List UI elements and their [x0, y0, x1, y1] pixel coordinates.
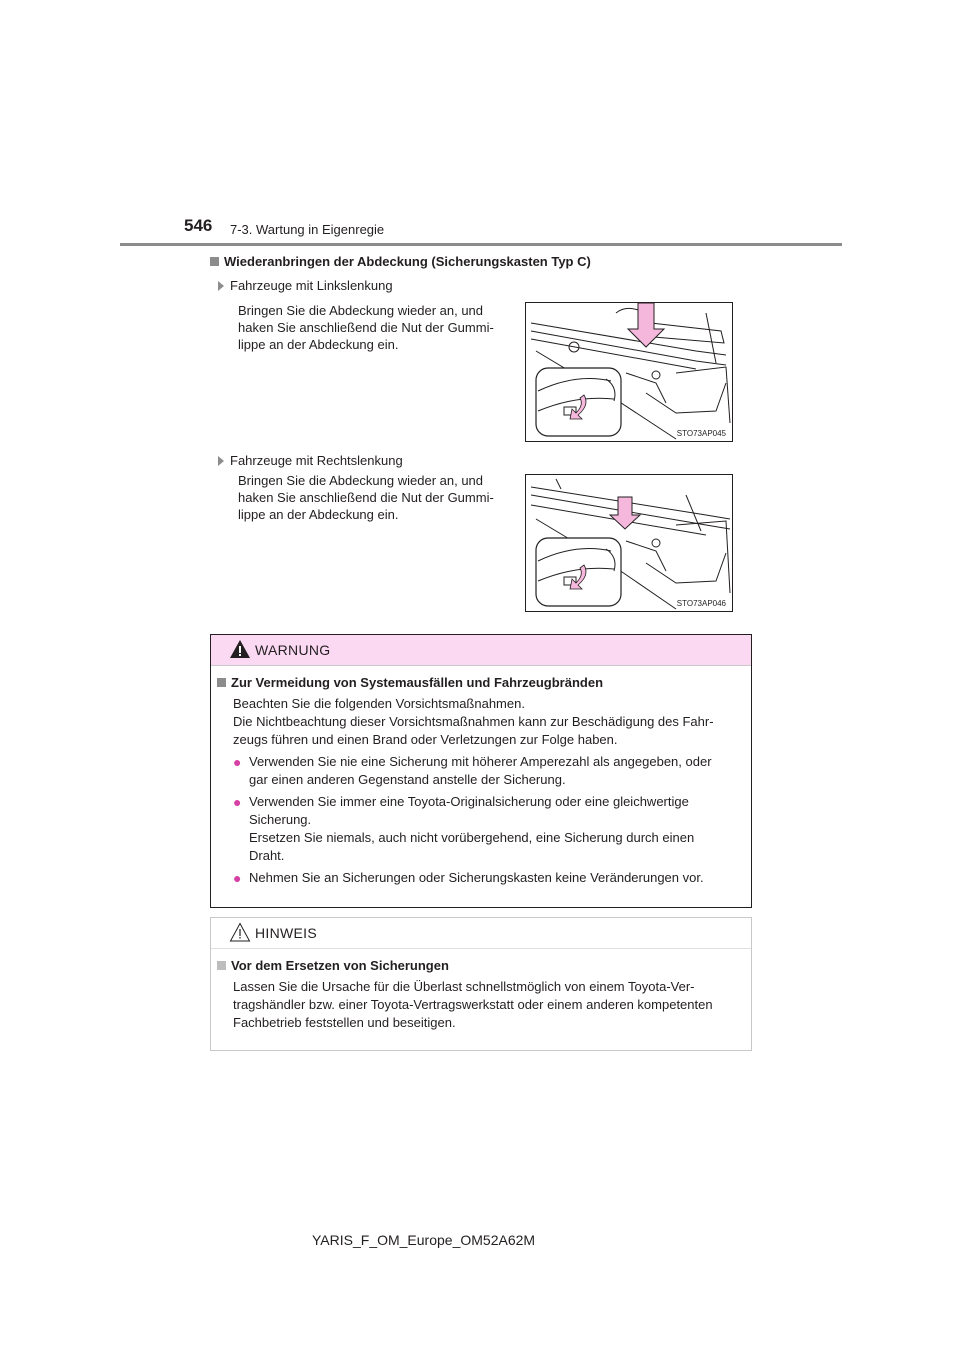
- header-divider: [120, 243, 842, 246]
- rhd-label-text: Fahrzeuge mit Rechtslenkung: [230, 453, 403, 468]
- warning-bullet: [233, 753, 743, 789]
- rhd-line: haken Sie anschließend die Nut der Gummi-: [238, 490, 494, 505]
- notice-triangle-icon: [229, 922, 251, 942]
- warning-title: WARNUNG: [255, 642, 331, 658]
- warning-bullet-line: Nehmen Sie an Sicherungen oder Sicherungskasten keine Veränderungen vor.: [249, 870, 704, 885]
- warning-bullet: [233, 793, 743, 865]
- lhd-instructions: [238, 302, 506, 353]
- circle-bullet-icon: ●: [233, 794, 242, 810]
- notice-heading-text: Vor dem Ersetzen von Sicherungen: [231, 958, 449, 973]
- rhd-line: lippe an der Abdeckung ein.: [238, 507, 399, 522]
- square-bullet-icon: [217, 678, 226, 687]
- warning-bullet-text: [249, 753, 743, 789]
- notice-box: [210, 917, 752, 1051]
- warning-intro: [217, 695, 743, 749]
- warning-intro-line: Beachten Sie die folgenden Vorsichtsmaßnahmen.: [233, 696, 525, 711]
- figure-code: STO73AP045: [676, 429, 726, 438]
- warning-bullet-line: Ersetzen Sie niemals, auch nicht vorübergehend, eine Sicherung durch einen: [249, 830, 695, 845]
- notice-body: [211, 949, 751, 1044]
- notice-header: [211, 918, 751, 949]
- warning-intro-line: Die Nichtbeachtung dieser Vorsichtsmaßnahmen kann zur Beschädigung des Fahr-: [233, 714, 714, 729]
- lhd-line: haken Sie anschließend die Nut der Gummi-: [238, 320, 494, 335]
- lhd-label: [218, 278, 393, 293]
- notice-line: tragshändler bzw. einer Toyota-Vertragswerkstatt oder einem anderen kompetenten: [233, 997, 713, 1012]
- notice-heading: [217, 957, 743, 975]
- rhd-instructions: [238, 472, 506, 523]
- document-code: YARIS_F_OM_Europe_OM52A62M: [312, 1232, 536, 1248]
- notice-title: HINWEIS: [255, 925, 317, 941]
- warning-bullet-line: Verwenden Sie nie eine Sicherung mit höherer Amperezahl als angegeben, oder: [249, 754, 712, 769]
- figure-rhd: [525, 474, 733, 612]
- warning-intro-line: zeugs führen und einen Brand oder Verletzungen zur Folge haben.: [233, 732, 618, 747]
- warning-header: [211, 635, 751, 666]
- warning-heading-text: Zur Vermeidung von Systemausfällen und Fahrzeugbränden: [231, 675, 604, 690]
- square-bullet-icon: [210, 257, 219, 266]
- warning-bullet-text: [249, 869, 743, 887]
- warning-triangle-icon: [229, 639, 251, 659]
- triangle-bullet-icon: [218, 456, 224, 466]
- lhd-line: lippe an der Abdeckung ein.: [238, 337, 399, 352]
- warning-body: [211, 666, 751, 897]
- figure-code: STO73AP046: [676, 599, 726, 608]
- notice-line: Lassen Sie die Ursache für die Überlast schnellstmöglich von einem Toyota-Ver-: [233, 979, 695, 994]
- triangle-bullet-icon: [218, 281, 224, 291]
- circle-bullet-icon: ●: [233, 870, 242, 886]
- notice-text: [217, 978, 743, 1032]
- engine-bay-illustration: [526, 475, 732, 611]
- square-bullet-icon: [217, 961, 226, 970]
- notice-line: Fachbetrieb feststellen und beseitigen.: [233, 1015, 456, 1030]
- section-heading-text: Wiederanbringen der Abdeckung (Sicherungskasten Typ C): [224, 254, 591, 269]
- rhd-line: Bringen Sie die Abdeckung wieder an, und: [238, 473, 484, 488]
- figure-lhd: [525, 302, 733, 442]
- warning-bullet-line: Draht.: [249, 848, 285, 863]
- warning-bullet-line: Verwenden Sie immer eine Toyota-Originalsicherung oder eine gleichwertige: [249, 794, 689, 809]
- section-heading: [210, 254, 591, 269]
- circle-bullet-icon: ●: [233, 754, 242, 770]
- lhd-line: Bringen Sie die Abdeckung wieder an, und: [238, 303, 484, 318]
- warning-bullet-line: gar einen anderen Gegenstand anstelle der Sicherung.: [249, 772, 566, 787]
- section-title: 7-3. Wartung in Eigenregie: [230, 222, 385, 237]
- warning-heading: [217, 674, 743, 692]
- rhd-label: [218, 453, 403, 468]
- lhd-label-text: Fahrzeuge mit Linkslenkung: [230, 278, 393, 293]
- warning-bullet-line: Sicherung.: [249, 812, 312, 827]
- warning-bullet: [233, 869, 743, 887]
- engine-bay-illustration: [526, 303, 732, 441]
- warning-bullet-text: [249, 793, 743, 865]
- warning-box: [210, 634, 752, 908]
- page-number: 546: [184, 216, 213, 235]
